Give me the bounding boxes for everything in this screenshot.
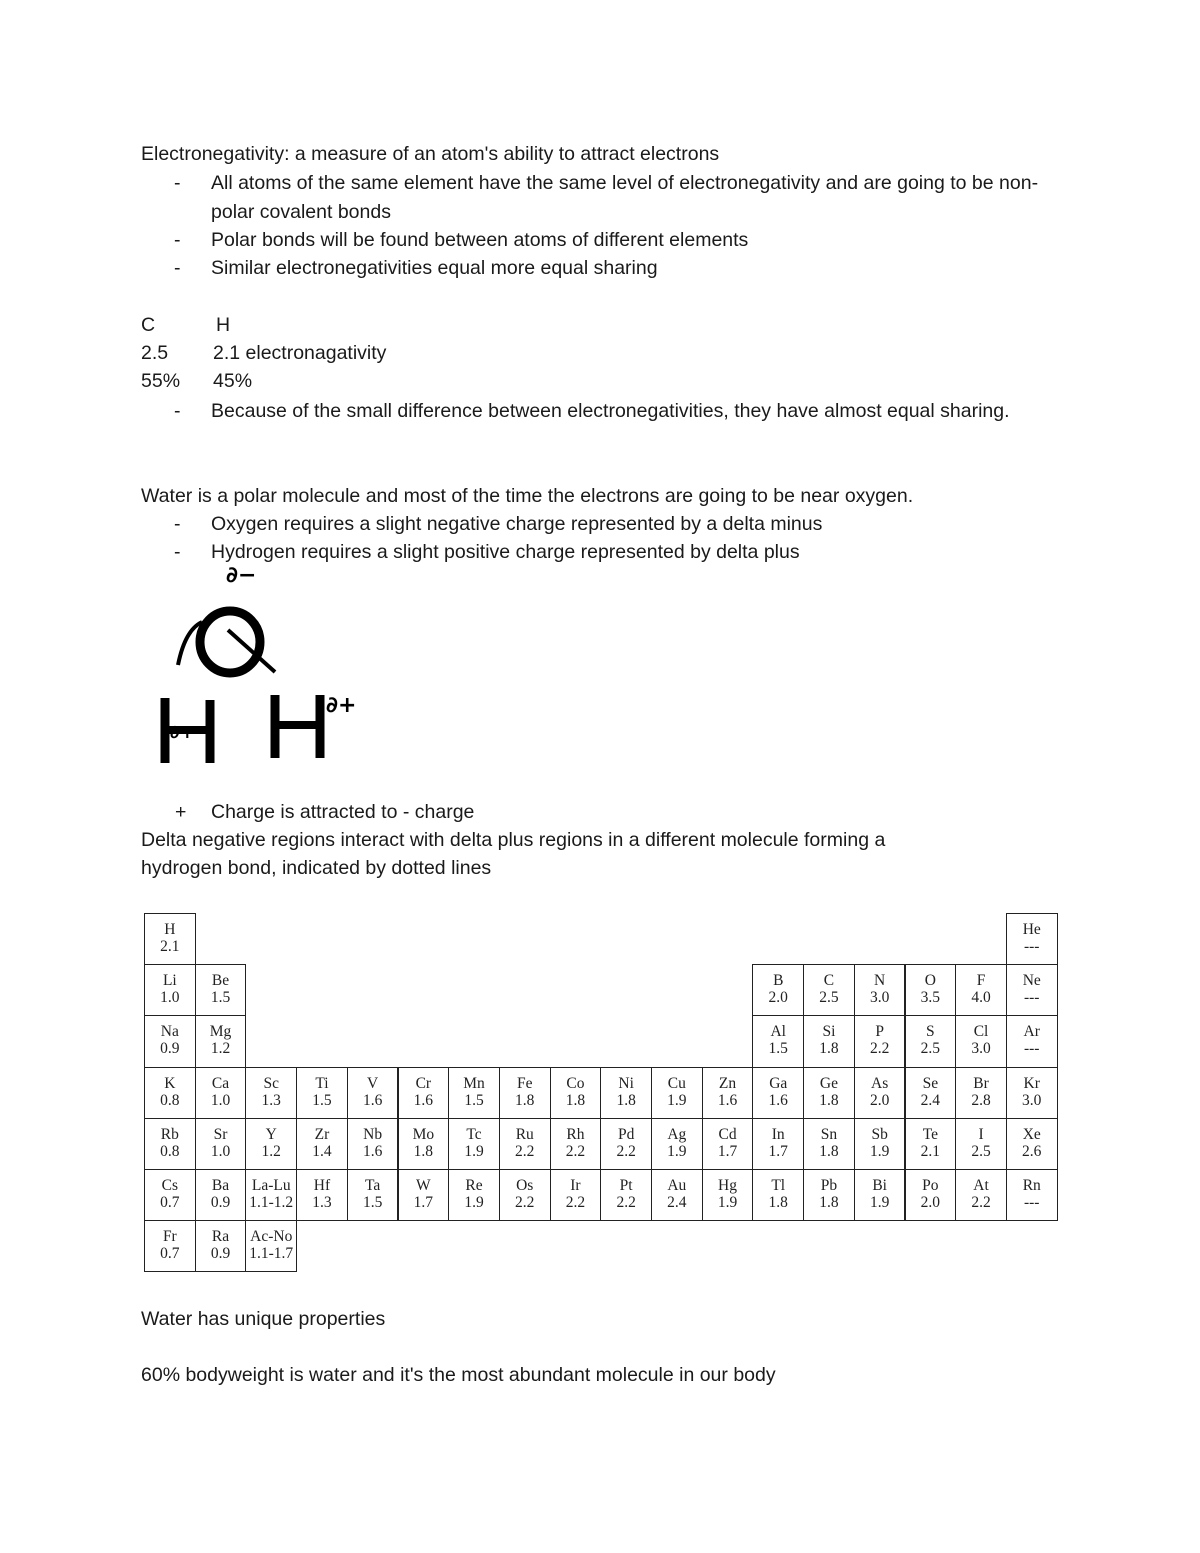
bullet-marker: - bbox=[174, 541, 181, 563]
element-electronegativity: 2.2 bbox=[616, 1194, 636, 1211]
element-electronegativity: 1.7 bbox=[768, 1142, 788, 1160]
element-electronegativity: 2.0 bbox=[920, 1194, 941, 1211]
element-electronegativity: 2.2 bbox=[565, 1142, 586, 1160]
comparison-c-percent: 55% bbox=[141, 370, 181, 392]
electronegativity-definition: Electronegativity: a measure of an atom's ability to attract electrons bbox=[141, 143, 720, 165]
element-cell bbox=[600, 1169, 652, 1221]
bullet-charge-attraction: Charge is attracted to - charge bbox=[211, 801, 475, 823]
element-symbol: F bbox=[976, 972, 986, 990]
element-electronegativity: 1.8 bbox=[515, 1091, 535, 1109]
element-cell bbox=[144, 964, 196, 1016]
element-cell bbox=[702, 1118, 754, 1170]
element-cell bbox=[144, 1220, 196, 1272]
element-electronegativity: 1.8 bbox=[616, 1091, 636, 1109]
element-electronegativity: 1.8 bbox=[768, 1194, 788, 1211]
element-electronegativity: 3.0 bbox=[971, 1040, 991, 1058]
comparison-c-value: 2.5 bbox=[141, 342, 169, 364]
element-symbol: Ni bbox=[618, 1074, 634, 1092]
element-electronegativity: 1.8 bbox=[819, 1142, 839, 1160]
element-cell bbox=[854, 1169, 906, 1221]
element-symbol: Cl bbox=[973, 1023, 989, 1041]
bullet-marker: - bbox=[174, 229, 181, 251]
element-electronegativity: 1.3 bbox=[261, 1091, 281, 1109]
element-electronegativity: --- bbox=[1023, 1040, 1040, 1058]
element-symbol: Bi bbox=[872, 1177, 887, 1194]
element-symbol: P bbox=[875, 1023, 884, 1041]
element-cell bbox=[651, 1067, 703, 1119]
element-symbol: Pb bbox=[820, 1177, 838, 1194]
element-electronegativity: 2.4 bbox=[667, 1194, 687, 1211]
element-cell bbox=[144, 1067, 196, 1119]
element-symbol: C bbox=[823, 972, 835, 990]
element-cell bbox=[144, 913, 196, 965]
element-cell bbox=[955, 1169, 1007, 1221]
element-electronegativity: 2.2 bbox=[971, 1194, 991, 1211]
element-electronegativity: 2.2 bbox=[515, 1142, 535, 1160]
element-electronegativity: 1.5 bbox=[312, 1091, 332, 1109]
element-electronegativity: 1.8 bbox=[565, 1091, 586, 1109]
bullet-same-element: All atoms of the same element have the same level of electronegativity and are going to be non-polar covalent bonds bbox=[211, 172, 1039, 223]
element-cell bbox=[651, 1118, 703, 1170]
element-electronegativity: 1.9 bbox=[464, 1194, 484, 1211]
element-symbol: Sc bbox=[263, 1074, 279, 1092]
element-cell bbox=[600, 1067, 652, 1119]
element-electronegativity: 1.5 bbox=[464, 1091, 484, 1109]
element-symbol: Fr bbox=[162, 1228, 177, 1246]
element-electronegativity: 1.7 bbox=[413, 1194, 434, 1211]
element-electronegativity: --- bbox=[1023, 1194, 1040, 1211]
element-symbol: K bbox=[164, 1074, 176, 1092]
element-cell bbox=[499, 1169, 551, 1221]
element-cell bbox=[448, 1118, 500, 1170]
element-symbol: Mg bbox=[209, 1023, 232, 1041]
element-cell bbox=[245, 1118, 297, 1170]
element-electronegativity: 1.5 bbox=[210, 989, 231, 1007]
element-cell bbox=[144, 1015, 196, 1067]
element-symbol: Rb bbox=[160, 1125, 179, 1143]
element-cell bbox=[955, 1118, 1007, 1170]
bullet-similar-sharing: Similar electronegativities equal more equal sharing bbox=[211, 257, 658, 279]
element-symbol: Xe bbox=[1022, 1125, 1041, 1143]
element-cell bbox=[1006, 1015, 1058, 1067]
element-electronegativity: 0.8 bbox=[160, 1142, 180, 1160]
element-electronegativity: 1.0 bbox=[160, 989, 180, 1007]
element-cell bbox=[1006, 1067, 1058, 1119]
element-cell bbox=[803, 1118, 855, 1170]
element-cell bbox=[1006, 913, 1058, 965]
element-cell bbox=[702, 1169, 754, 1221]
element-electronegativity: 2.0 bbox=[768, 989, 788, 1007]
element-electronegativity: 1.8 bbox=[819, 1040, 839, 1058]
element-electronegativity: 1.9 bbox=[717, 1194, 738, 1211]
bullet-hydrogen-charge: Hydrogen requires a slight positive charge represented by delta plus bbox=[211, 541, 800, 563]
element-symbol: N bbox=[874, 972, 886, 990]
element-electronegativity: 2.8 bbox=[971, 1091, 991, 1109]
element-cell bbox=[398, 1169, 450, 1221]
element-symbol: Sn bbox=[820, 1125, 838, 1143]
element-cell bbox=[600, 1118, 652, 1170]
element-symbol: Rh bbox=[566, 1125, 585, 1143]
element-symbol: V bbox=[367, 1074, 379, 1092]
element-cell bbox=[195, 1220, 247, 1272]
element-cell bbox=[752, 1015, 804, 1067]
element-symbol: He bbox=[1022, 921, 1041, 938]
element-symbol: Cu bbox=[667, 1074, 686, 1092]
element-cell bbox=[1006, 964, 1058, 1016]
element-symbol: Nb bbox=[363, 1125, 383, 1143]
bullet-marker: - bbox=[174, 172, 181, 194]
element-cell bbox=[144, 1118, 196, 1170]
element-symbol: Ra bbox=[211, 1228, 230, 1246]
element-cell bbox=[347, 1067, 399, 1119]
element-cell bbox=[296, 1118, 348, 1170]
element-cell bbox=[1006, 1118, 1058, 1170]
element-symbol: Na bbox=[160, 1023, 179, 1041]
bodyweight-line: 60% bodyweight is water and it's the most abundant molecule in our body bbox=[141, 1364, 776, 1386]
element-cell bbox=[752, 964, 804, 1016]
bullet-oxygen-charge: Oxygen requires a slight negative charge represented by a delta minus bbox=[211, 513, 823, 535]
element-symbol: Y bbox=[265, 1125, 277, 1143]
element-electronegativity: 2.5 bbox=[920, 1040, 941, 1058]
element-symbol: As bbox=[871, 1074, 889, 1092]
element-symbol: B bbox=[773, 972, 784, 990]
element-electronegativity: 1.1-1.2 bbox=[249, 1194, 294, 1211]
element-electronegativity: 3.0 bbox=[1022, 1091, 1042, 1109]
hbond-line-1: Delta negative regions interact with delta plus regions in a different molecule forming a bbox=[141, 829, 886, 851]
element-symbol: Mo bbox=[412, 1125, 435, 1143]
element-electronegativity: 2.1 bbox=[160, 938, 180, 955]
element-cell bbox=[195, 1118, 247, 1170]
element-symbol: Ba bbox=[211, 1177, 230, 1194]
element-cell bbox=[195, 1067, 247, 1119]
element-electronegativity: 2.2 bbox=[565, 1194, 586, 1211]
element-symbol: H bbox=[164, 921, 176, 938]
element-electronegativity: 2.2 bbox=[616, 1142, 636, 1160]
element-cell bbox=[803, 1169, 855, 1221]
element-electronegativity: 1.4 bbox=[312, 1142, 332, 1160]
bullet-marker: + bbox=[175, 801, 187, 823]
bullet-small-difference: Because of the small difference between electronegativities, they have almost equal sharing. bbox=[211, 400, 1010, 422]
element-symbol: Ga bbox=[769, 1074, 788, 1092]
element-symbol: Cr bbox=[415, 1074, 432, 1092]
element-symbol: Ne bbox=[1022, 972, 1041, 990]
element-symbol: Re bbox=[465, 1177, 483, 1194]
element-symbol: S bbox=[926, 1023, 935, 1041]
element-electronegativity: --- bbox=[1023, 938, 1040, 955]
element-cell bbox=[296, 1169, 348, 1221]
element-symbol: Zn bbox=[718, 1074, 737, 1092]
element-symbol: Au bbox=[667, 1177, 687, 1194]
element-electronegativity: 2.0 bbox=[869, 1091, 890, 1109]
element-electronegativity: 1.5 bbox=[768, 1040, 788, 1058]
element-electronegativity: 1.5 bbox=[362, 1194, 383, 1211]
comparison-h-label: H bbox=[216, 314, 231, 336]
element-symbol: Ge bbox=[819, 1074, 838, 1092]
element-symbol: Rn bbox=[1022, 1177, 1041, 1194]
element-symbol: Ru bbox=[515, 1125, 534, 1143]
element-symbol: Ca bbox=[211, 1074, 230, 1092]
element-symbol: Li bbox=[162, 972, 177, 990]
element-cell bbox=[702, 1067, 754, 1119]
element-electronegativity: 1.9 bbox=[869, 1194, 890, 1211]
element-electronegativity: 1.9 bbox=[667, 1142, 687, 1160]
element-cell bbox=[448, 1067, 500, 1119]
hydrogen-right-symbol bbox=[275, 695, 320, 758]
element-cell bbox=[955, 1015, 1007, 1067]
bullet-marker: - bbox=[174, 257, 181, 279]
element-symbol: Pd bbox=[617, 1125, 635, 1143]
element-symbol: Ti bbox=[315, 1074, 329, 1092]
water-properties-line: Water has unique properties bbox=[141, 1308, 386, 1330]
element-symbol: In bbox=[771, 1125, 785, 1143]
element-cell bbox=[955, 1067, 1007, 1119]
element-cell bbox=[296, 1067, 348, 1119]
element-cell bbox=[550, 1169, 602, 1221]
element-symbol: Be bbox=[211, 972, 230, 990]
element-cell bbox=[854, 1118, 906, 1170]
element-electronegativity: 1.9 bbox=[667, 1091, 687, 1109]
element-electronegativity: 0.9 bbox=[210, 1245, 231, 1263]
element-cell bbox=[398, 1118, 450, 1170]
element-cell bbox=[854, 964, 906, 1016]
element-symbol: La-Lu bbox=[251, 1177, 291, 1194]
element-electronegativity: 1.3 bbox=[312, 1194, 332, 1211]
element-electronegativity: 1.9 bbox=[869, 1142, 890, 1160]
comparison-h-value: 2.1 electronagativity bbox=[213, 342, 387, 364]
element-cell bbox=[803, 1067, 855, 1119]
element-electronegativity: 4.0 bbox=[971, 989, 991, 1007]
element-electronegativity: 1.6 bbox=[717, 1091, 738, 1109]
element-symbol: Cd bbox=[718, 1125, 737, 1143]
element-electronegativity: 2.2 bbox=[869, 1040, 890, 1058]
element-symbol: Zr bbox=[314, 1125, 330, 1143]
element-electronegativity: --- bbox=[1023, 989, 1040, 1007]
element-symbol: Hf bbox=[313, 1177, 331, 1194]
comparison-c-label: C bbox=[141, 314, 156, 336]
element-cell bbox=[1006, 1169, 1058, 1221]
element-electronegativity: 1.6 bbox=[362, 1091, 383, 1109]
element-cell bbox=[195, 964, 247, 1016]
element-symbol: Mn bbox=[463, 1074, 485, 1092]
element-cell bbox=[550, 1118, 602, 1170]
delta-minus-label: ∂− bbox=[226, 563, 257, 588]
element-cell bbox=[955, 964, 1007, 1016]
element-electronegativity: 2.5 bbox=[819, 989, 839, 1007]
element-symbol: Ir bbox=[570, 1177, 581, 1194]
element-electronegativity: 1.7 bbox=[717, 1142, 738, 1160]
water-molecule-sketch bbox=[150, 560, 380, 775]
element-electronegativity: 2.4 bbox=[920, 1091, 941, 1109]
element-symbol: Cs bbox=[161, 1177, 179, 1194]
element-symbol: Kr bbox=[1023, 1074, 1040, 1092]
element-electronegativity: 1.8 bbox=[819, 1091, 839, 1109]
element-cell bbox=[905, 1169, 957, 1221]
element-symbol: Tc bbox=[466, 1125, 482, 1143]
element-symbol: I bbox=[978, 1125, 984, 1143]
element-symbol: Ta bbox=[365, 1177, 381, 1194]
delta-plus-label: ∂+ bbox=[326, 693, 357, 718]
element-electronegativity: 3.5 bbox=[920, 989, 941, 1007]
element-symbol: Os bbox=[516, 1177, 534, 1194]
element-electronegativity: 0.9 bbox=[210, 1194, 231, 1211]
element-symbol: Hg bbox=[718, 1177, 737, 1194]
bullet-marker: - bbox=[174, 400, 181, 422]
element-symbol: Ag bbox=[667, 1125, 687, 1143]
element-symbol: O bbox=[924, 972, 936, 990]
element-cell bbox=[195, 1015, 247, 1067]
element-cell bbox=[347, 1118, 399, 1170]
water-polar-heading: Water is a polar molecule and most of the time the electrons are going to be near oxygen. bbox=[141, 485, 914, 507]
element-electronegativity: 0.9 bbox=[160, 1040, 180, 1058]
element-cell bbox=[550, 1067, 602, 1119]
element-symbol: Fe bbox=[516, 1074, 533, 1092]
element-symbol: Te bbox=[922, 1125, 938, 1143]
element-cell bbox=[803, 964, 855, 1016]
element-electronegativity: 0.7 bbox=[160, 1245, 180, 1263]
element-electronegativity: 1.0 bbox=[210, 1142, 231, 1160]
element-electronegativity: 1.2 bbox=[261, 1142, 281, 1160]
element-cell bbox=[245, 1067, 297, 1119]
element-cell bbox=[854, 1067, 906, 1119]
element-cell bbox=[398, 1067, 450, 1119]
element-electronegativity: 2.5 bbox=[971, 1142, 991, 1160]
element-electronegativity: 0.7 bbox=[160, 1194, 180, 1211]
hbond-line-2: hydrogen bond, indicated by dotted lines bbox=[141, 857, 492, 879]
element-cell bbox=[195, 1169, 247, 1221]
element-cell bbox=[347, 1169, 399, 1221]
bullet-polar-bonds: Polar bonds will be found between atoms of different elements bbox=[211, 229, 749, 251]
element-cell bbox=[905, 1067, 957, 1119]
element-symbol: Si bbox=[822, 1023, 836, 1041]
element-cell bbox=[245, 1169, 297, 1221]
element-cell bbox=[905, 964, 957, 1016]
element-electronegativity: 1.2 bbox=[210, 1040, 231, 1058]
element-electronegativity: 1.6 bbox=[768, 1091, 788, 1109]
element-symbol: Sb bbox=[871, 1125, 888, 1143]
element-cell bbox=[144, 1169, 196, 1221]
element-symbol: Co bbox=[566, 1074, 585, 1092]
element-electronegativity: 1.8 bbox=[819, 1194, 839, 1211]
element-cell bbox=[854, 1015, 906, 1067]
element-symbol: Br bbox=[973, 1074, 989, 1092]
bullet-marker: - bbox=[174, 513, 181, 535]
element-cell bbox=[905, 1015, 957, 1067]
hydrogen-left-symbol bbox=[165, 698, 210, 763]
element-electronegativity: 2.6 bbox=[1022, 1142, 1042, 1160]
element-symbol: Tl bbox=[771, 1177, 786, 1194]
element-electronegativity: 1.1-1.7 bbox=[249, 1245, 294, 1263]
element-cell bbox=[448, 1169, 500, 1221]
element-symbol: Al bbox=[770, 1023, 786, 1041]
element-cell bbox=[752, 1067, 804, 1119]
element-cell bbox=[752, 1169, 804, 1221]
element-electronegativity: 1.9 bbox=[464, 1142, 484, 1160]
element-symbol: At bbox=[973, 1177, 989, 1194]
element-electronegativity: 1.6 bbox=[362, 1142, 383, 1160]
element-electronegativity: 1.6 bbox=[413, 1091, 434, 1109]
element-cell bbox=[752, 1118, 804, 1170]
element-symbol: Sr bbox=[213, 1125, 228, 1143]
element-symbol: W bbox=[416, 1177, 431, 1194]
element-cell bbox=[651, 1169, 703, 1221]
element-cell bbox=[245, 1220, 297, 1272]
element-cell bbox=[803, 1015, 855, 1067]
element-electronegativity: 0.8 bbox=[160, 1091, 180, 1109]
delta-plus-left-label: ∂+ bbox=[170, 722, 195, 743]
element-symbol: Pt bbox=[619, 1177, 633, 1194]
element-symbol: Ar bbox=[1023, 1023, 1040, 1041]
element-cell bbox=[905, 1118, 957, 1170]
comparison-h-percent: 45% bbox=[213, 370, 253, 392]
element-electronegativity: 1.0 bbox=[210, 1091, 231, 1109]
element-electronegativity: 1.8 bbox=[413, 1142, 434, 1160]
element-electronegativity: 2.1 bbox=[920, 1142, 941, 1160]
element-electronegativity: 2.2 bbox=[515, 1194, 535, 1211]
element-cell bbox=[499, 1067, 551, 1119]
element-symbol: Se bbox=[922, 1074, 939, 1092]
element-symbol: Ac-No bbox=[250, 1228, 293, 1246]
element-electronegativity: 3.0 bbox=[869, 989, 890, 1007]
element-cell bbox=[499, 1118, 551, 1170]
element-symbol: Po bbox=[922, 1177, 939, 1194]
electronegativity-periodic-table bbox=[144, 913, 1056, 1271]
